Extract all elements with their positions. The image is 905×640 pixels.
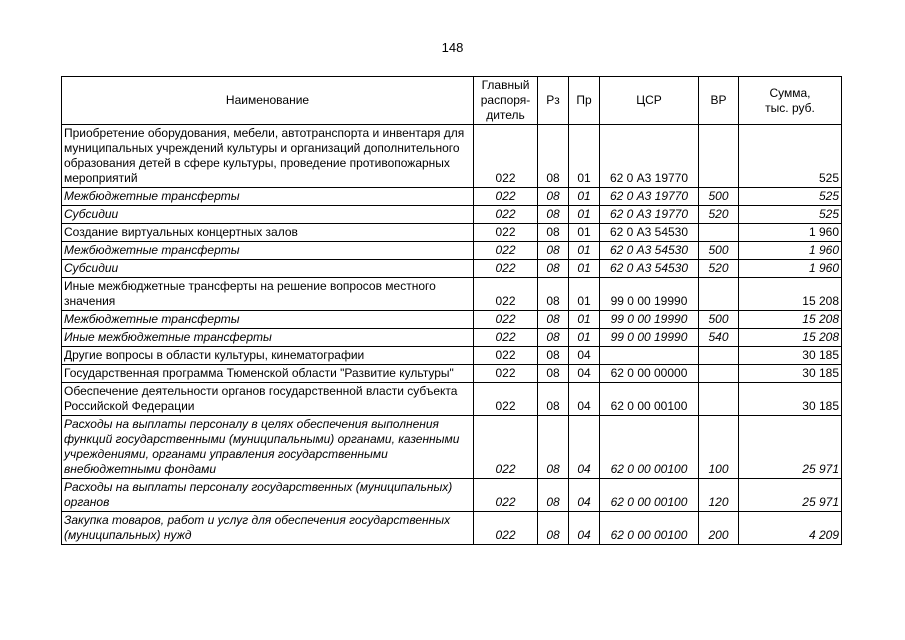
table-row: [62, 479, 842, 512]
cell-vr: 100: [699, 416, 739, 479]
cell-csr: 99 0 00 19990: [600, 329, 699, 347]
cell-csr: 62 0 00 00100: [600, 383, 699, 416]
cell-main-manager: 022: [474, 278, 538, 311]
cell-main-manager: 022: [474, 329, 538, 347]
table-body: [62, 125, 842, 545]
cell-name: Расходы на выплаты персоналу в целях обеспечения выполнения функций государственными (муниципальными) органами, казенными учреждениями, органами управления государственными внебюджетными фондами: [62, 416, 474, 479]
cell-vr: [699, 365, 739, 383]
cell-main-manager: 022: [474, 206, 538, 224]
cell-vr: 120: [699, 479, 739, 512]
cell-main-manager: 022: [474, 260, 538, 278]
cell-name: Обеспечение деятельности органов государственной власти субъекта Российской Федерации: [62, 383, 474, 416]
page-number: 148: [441, 40, 464, 55]
cell-name: Закупка товаров, работ и услуг для обеспечения государственных (муниципальных) нужд: [62, 512, 474, 545]
cell-rz: 08: [538, 206, 569, 224]
cell-main-manager: 022: [474, 512, 538, 545]
cell-sum: 15 208: [739, 278, 842, 311]
cell-csr: 62 0 А3 19770: [600, 188, 699, 206]
cell-pr: 04: [569, 383, 600, 416]
header-sum-line2: тыс. руб.: [765, 100, 815, 115]
header-main-manager-line1: Главный: [481, 78, 530, 92]
header-main-manager: [474, 77, 538, 125]
cell-name: Иные межбюджетные трансферты: [62, 329, 474, 347]
cell-name: Межбюджетные трансферты: [62, 188, 474, 206]
header-pr: Пр: [569, 77, 600, 125]
cell-rz: 08: [538, 311, 569, 329]
cell-pr: 01: [569, 329, 600, 347]
cell-pr: 04: [569, 365, 600, 383]
table-row: [62, 242, 842, 260]
cell-sum: 30 185: [739, 383, 842, 416]
cell-vr: [699, 125, 739, 188]
header-rz: Рз: [538, 77, 569, 125]
cell-vr: 520: [699, 206, 739, 224]
cell-csr: 62 0 А3 54530: [600, 224, 699, 242]
table-row: [62, 224, 842, 242]
header-vr: ВР: [699, 77, 739, 125]
cell-pr: 01: [569, 125, 600, 188]
cell-sum: 25 971: [739, 479, 842, 512]
cell-name: Государственная программа Тюменской области "Развитие культуры": [62, 365, 474, 383]
cell-pr: 04: [569, 479, 600, 512]
cell-rz: 08: [538, 242, 569, 260]
cell-vr: 520: [699, 260, 739, 278]
table-row: [62, 512, 842, 545]
cell-csr: 99 0 00 19990: [600, 311, 699, 329]
table-row: [62, 206, 842, 224]
table-row: [62, 416, 842, 479]
cell-sum: 1 960: [739, 242, 842, 260]
cell-pr: 01: [569, 188, 600, 206]
table-row: [62, 278, 842, 311]
cell-rz: 08: [538, 347, 569, 365]
cell-sum: 30 185: [739, 365, 842, 383]
table-row: [62, 329, 842, 347]
cell-rz: 08: [538, 365, 569, 383]
cell-sum: 1 960: [739, 224, 842, 242]
table-row: [62, 365, 842, 383]
cell-csr: 62 0 А3 19770: [600, 125, 699, 188]
cell-rz: 08: [538, 416, 569, 479]
cell-main-manager: 022: [474, 125, 538, 188]
cell-csr: 62 0 А3 54530: [600, 242, 699, 260]
cell-name: Другие вопросы в области культуры, кинематографии: [62, 347, 474, 365]
table-row: [62, 125, 842, 188]
cell-name: Расходы на выплаты персоналу государственных (муниципальных) органов: [62, 479, 474, 512]
cell-rz: 08: [538, 224, 569, 242]
cell-pr: 04: [569, 512, 600, 545]
cell-vr: 540: [699, 329, 739, 347]
header-name: Наименование: [62, 77, 474, 125]
cell-sum: 525: [739, 206, 842, 224]
cell-pr: 01: [569, 224, 600, 242]
cell-pr: 04: [569, 347, 600, 365]
budget-table: [61, 76, 842, 545]
cell-main-manager: 022: [474, 383, 538, 416]
cell-sum: 15 208: [739, 329, 842, 347]
cell-main-manager: 022: [474, 347, 538, 365]
cell-name: Создание виртуальных концертных залов: [62, 224, 474, 242]
header-main-manager-line3: дитель: [486, 108, 525, 122]
cell-vr: 500: [699, 242, 739, 260]
table-row: [62, 311, 842, 329]
cell-sum: 525: [739, 188, 842, 206]
cell-main-manager: 022: [474, 365, 538, 383]
table-row: [62, 260, 842, 278]
cell-name: Субсидии: [62, 260, 474, 278]
cell-sum: 30 185: [739, 347, 842, 365]
cell-name: Иные межбюджетные трансферты на решение вопросов местного значения: [62, 278, 474, 311]
cell-name: Приобретение оборудования, мебели, автотранспорта и инвентаря для муниципальных учреждений культуры и организаций дополнительного образования детей в сфере культуры, проведение противопожарных мероприятий: [62, 125, 474, 188]
header-sum-line1: Сумма,: [769, 85, 811, 100]
cell-name: Субсидии: [62, 206, 474, 224]
cell-rz: 08: [538, 329, 569, 347]
cell-csr: 62 0 00 00000: [600, 365, 699, 383]
cell-csr: 99 0 00 19990: [600, 278, 699, 311]
cell-main-manager: 022: [474, 188, 538, 206]
cell-sum: 1 960: [739, 260, 842, 278]
cell-main-manager: 022: [474, 479, 538, 512]
cell-vr: 500: [699, 311, 739, 329]
cell-pr: 01: [569, 242, 600, 260]
cell-pr: 01: [569, 206, 600, 224]
cell-pr: 01: [569, 260, 600, 278]
cell-rz: 08: [538, 125, 569, 188]
cell-csr: 62 0 00 00100: [600, 479, 699, 512]
cell-vr: [699, 383, 739, 416]
cell-sum: 15 208: [739, 311, 842, 329]
header-sum: [739, 77, 842, 125]
cell-vr: [699, 278, 739, 311]
table-header-row: [62, 77, 842, 125]
table-row: [62, 383, 842, 416]
cell-pr: 01: [569, 278, 600, 311]
cell-name: Межбюджетные трансферты: [62, 242, 474, 260]
cell-csr: 62 0 А3 19770: [600, 206, 699, 224]
cell-main-manager: 022: [474, 416, 538, 479]
cell-vr: [699, 347, 739, 365]
cell-pr: 01: [569, 311, 600, 329]
cell-rz: 08: [538, 383, 569, 416]
cell-csr: [600, 347, 699, 365]
cell-vr: [699, 224, 739, 242]
cell-rz: 08: [538, 278, 569, 311]
cell-csr: 62 0 00 00100: [600, 416, 699, 479]
cell-main-manager: 022: [474, 242, 538, 260]
header-main-manager-line2: распоря-: [480, 93, 531, 107]
cell-pr: 04: [569, 416, 600, 479]
header-csr: ЦСР: [600, 77, 699, 125]
cell-sum: 4 209: [739, 512, 842, 545]
cell-rz: 08: [538, 512, 569, 545]
table-row: [62, 188, 842, 206]
cell-main-manager: 022: [474, 224, 538, 242]
cell-sum: 525: [739, 125, 842, 188]
table-row: [62, 347, 842, 365]
cell-sum: 25 971: [739, 416, 842, 479]
cell-csr: 62 0 А3 54530: [600, 260, 699, 278]
cell-csr: 62 0 00 00100: [600, 512, 699, 545]
cell-name: Межбюджетные трансферты: [62, 311, 474, 329]
cell-vr: 500: [699, 188, 739, 206]
cell-main-manager: 022: [474, 311, 538, 329]
cell-rz: 08: [538, 479, 569, 512]
cell-rz: 08: [538, 188, 569, 206]
cell-rz: 08: [538, 260, 569, 278]
cell-vr: 200: [699, 512, 739, 545]
